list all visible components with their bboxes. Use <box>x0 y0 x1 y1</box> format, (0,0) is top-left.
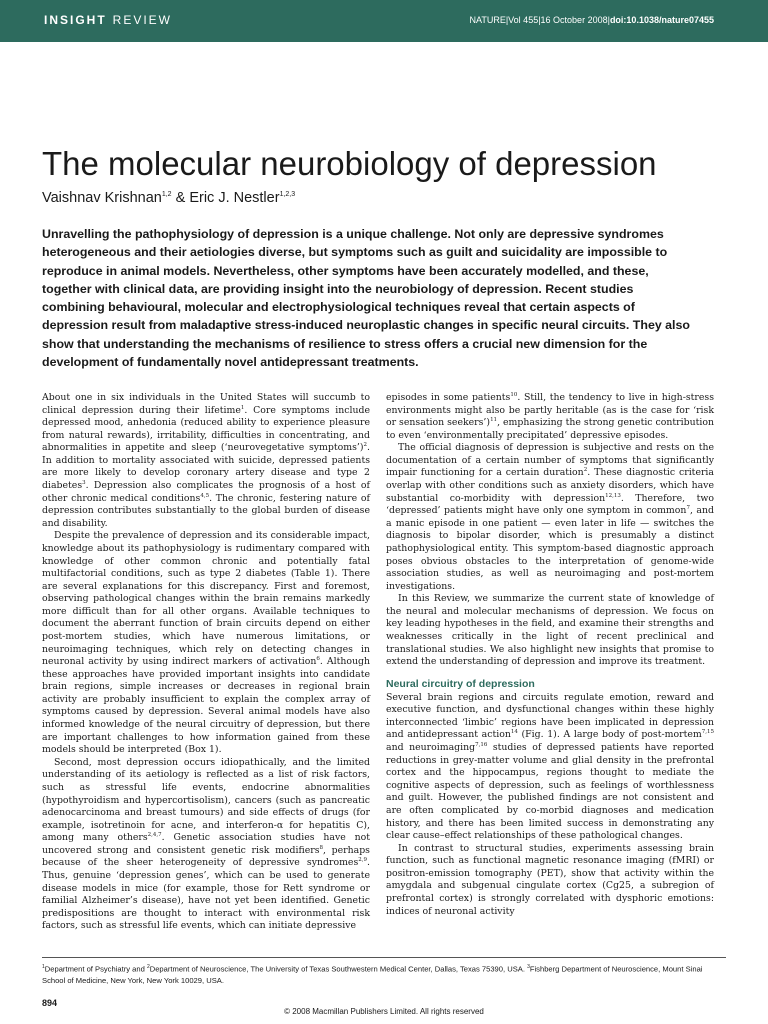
citation-marker[interactable]: 6 <box>316 656 320 663</box>
paragraph <box>386 442 714 593</box>
text-run: Second, most depression occurs idiopathically, and the limited understanding of its aetiology is reflected as a list of risk factors, such as stressful life events, endocrine abnormalities (hypothyroidism and hypercortisolism), cancers (such as pancreatic adenocarcinoma and breast tumours) and side effects of drugs (for example, isotretinoin for acne, and interferon-α for hepatitis C), among many others <box>42 756 370 844</box>
copyright-notice: © 2008 Macmillan Publishers Limited. All rights reserved <box>284 1007 484 1016</box>
section-heading: Neural circuitry of depression <box>386 677 535 690</box>
author-separator: & <box>171 190 190 206</box>
affiliation-marker: 2 <box>146 964 150 970</box>
affiliation-marker: 1,2 <box>161 191 172 199</box>
abstract: Unravelling the pathophysiology of depression is a unique challenge. Not only are depressive syndromes heterogeneous and their aetiologies diverse, but symptoms such as guilt and suicidality are impossible to reproduce in animal models. Nevertheless, other symptoms have been accurately modelled, and these, together with clinical data, are providing insight into the neurobiology of depression. Recent studies combining behavioural, molecular and electrophysiological techniques reveal that certain aspects of depression result from maladaptive stress-induced neuroplastic changes in specific neural circuits. They also show that understanding the mechanisms of resilience to stress offers a crucial new dimension for the development of fundamentally novel antidepressant treatments. <box>42 227 690 370</box>
text-run: . Still, the tendency to live in high-stress environments might also be partly heritable (as is the case for ‘risk or sensation seekers’) <box>386 392 714 429</box>
affiliation-marker: 1,2,3 <box>279 191 296 199</box>
text-run: . Thus, genuine ‘depression genes’, which can be used to generate disease models in mice (for example, those for Rett syndrome or familial Alzheimer’s disease), have not yet been identified. Genetic predispositions are thought to interact with environmental risk factors, such as stressful life events, which can initiate depressive <box>42 857 370 932</box>
text-run: , and a manic episode in one patient — even later in life — switches the diagnosis to bipolar disorder, which is presumably a distinct pathophysiological entity. This symptom-based diagnostic approach poses obvious obstacles to the interpretation of genome-wide association studies, as well as neuroimaging and post-mortem investigations. <box>386 505 714 592</box>
text-run: , perhaps because of the sheer heterogeneity of depressive syndromes <box>42 844 370 869</box>
article-type: REVIEW <box>112 13 173 27</box>
article-title: The molecular neurobiology of depression <box>42 145 657 182</box>
affiliation-marker: 1 <box>42 964 45 970</box>
text-run: The official diagnosis of depression is subjective and rests on the documentation of a certain number of symptoms that significantly impair functioning for a certain duration <box>386 442 714 479</box>
affiliations-footnote <box>42 962 726 986</box>
text-run: . The chronic, festering nature of depression contributes substantially to the global burden of disease and disability. <box>42 492 370 529</box>
text-run: . Genetic association studies have not uncovered strong and consistent genetic risk modifiers <box>42 832 370 856</box>
citation-marker[interactable]: 11 <box>490 417 498 424</box>
text-run: . These diagnostic criteria overlap with other conditions such as anxiety disorders, which have substantial co-morbidity with depression <box>386 467 714 504</box>
text-run: In this Review, we summarize the current state of knowledge of the neural and molecular mechanisms of depression. We focus on key leading hypotheses in the field, and examine their strengths and weaknesses critically in the light of recent preclinical and translational studies. We also highlight new insights that promise to extend the understanding of depression and improve its treatment. <box>386 593 714 668</box>
citation-marker[interactable]: 2 <box>363 442 368 449</box>
author-name: Vaishnav Krishnan <box>42 190 162 206</box>
paragraph <box>386 692 714 843</box>
author-list <box>42 190 295 206</box>
text-run: (Fig. 1). A large body of post-mortem <box>517 729 702 741</box>
affiliation-text: Department of Neuroscience, The University of Texas Southwestern Medical Center, Dallas, Texas 75390, USA. <box>149 964 528 974</box>
journal-header-bar <box>0 0 768 42</box>
citation-marker[interactable]: 7,15 <box>701 729 714 736</box>
citation-marker[interactable]: 4,5 <box>200 492 210 499</box>
text-run: studies of depressed patients have reported reductions in grey-matter volume and glial density in the prefrontal cortex and the hippocampus, regions thought to mediate the cognitive aspects of depression, such as feelings of worthlessness and guilt. However, the published findings are not consistent and are often complicated by co-morbid diagnoses and medication history, and there has been limited success in demonstrating any clear cause–effect relationships of these pathological changes. <box>386 742 714 842</box>
citation-marker[interactable]: 1 <box>240 404 245 411</box>
affiliation-text: Department of Psychiatry and <box>44 964 147 974</box>
citation-marker[interactable]: 12,13 <box>605 492 621 499</box>
citation-marker[interactable]: 2 <box>583 467 588 474</box>
section-name: INSIGHT <box>44 13 107 27</box>
body-column-right <box>386 392 714 918</box>
text-run: In contrast to structural studies, experiments assessing brain function, such as functional magnetic resonance imaging (fMRI) or positron-emission tomography (PET), show that activity within the amygdala and subgenual cingulate cortex (Cg25, a subregion of prefrontal cortex) is strongly correlated with dysphoric emotions: indices of neuronal activity <box>386 842 714 917</box>
citation-marker[interactable]: 8 <box>319 844 324 851</box>
text-run: . Therefore, two ‘depressed’ patients might have only one symptom in common <box>386 492 714 517</box>
text-run: episodes in some patients <box>386 392 511 403</box>
paragraph <box>42 757 370 933</box>
text-run: . Depression also complicates the prognosis of a host of other chronic medical conditions <box>42 480 370 504</box>
author-name: Eric J. Nestler <box>189 190 280 206</box>
citation-marker[interactable]: 14 <box>510 729 518 736</box>
text-run: Several brain regions and circuits regulate emotion, reward and executive function, and dysfunctional changes within these highly interconnected ‘limbic’ regions have been implicated in depression and antidepressant action <box>386 691 714 741</box>
text-run: . Although these approaches have provided important insights into candidate brain regions, simple increases or decreases in regional brain activity are probably insufficient to explain the complex array of symptoms caused by depression. Several animal models have also informed knowledge of the neural circuitry of depression, but there are important challenges to how information gained from these models should be interpreted (Box 1). <box>42 656 371 756</box>
text-run: . In addition to mortality associated with suicide, depressed patients are more likely to develop coronary artery disease and type 2 diabetes <box>42 442 370 492</box>
text-run: and neuroimaging <box>386 742 476 754</box>
page-number: 894 <box>42 998 58 1008</box>
text-run: About one in six individuals in the United States will succumb to clinical depression during their lifetime <box>42 392 370 416</box>
paragraph <box>386 593 714 668</box>
citation-marker[interactable]: 2,9 <box>358 857 368 864</box>
text-run: Despite the prevalence of depression and its considerable impact, knowledge about its pathophysiology is rudimentary compared with knowledge of other common chronic and potentially fatal multifactorial conditions, such as type 2 diabetes (Table 1). There are several explanations for this discrepancy. First and foremost, observing pathological changes within the brain remains markedly more difficult than for all other organs. Available techniques to document the aberrant function of brain circuits depend on either post-mortem studies, which have numerous limitations, or neuroimaging techniques, which rely on detecting changes in neuronal activity by using indirect markers of activation <box>42 530 370 668</box>
paragraph <box>386 843 714 918</box>
citation-marker[interactable]: 10 <box>510 391 518 398</box>
citation-marker[interactable]: 7 <box>686 505 690 512</box>
text-run: , emphasizing the strong genetic contribution to even ‘environmentally precipitated’ depressive episodes. <box>386 417 714 441</box>
citation-marker[interactable]: 7,16 <box>475 741 488 748</box>
body-column-left <box>42 392 370 933</box>
text-run: . Core symptoms include depressed mood, anhedonia (reduced ability to experience pleasure from natural rewards), irritability, difficulties in concentrating, and abnormalities in appetite and sleep (‘neurovegetative symptoms’) <box>42 404 371 454</box>
citation-line <box>470 15 715 25</box>
paragraph <box>42 530 370 756</box>
footnote-divider <box>42 957 726 958</box>
section-label <box>44 13 172 27</box>
doi-link[interactable]: doi:10.1038/nature07455 <box>609 15 714 25</box>
citation-marker[interactable]: 2,4,7 <box>147 832 162 839</box>
paragraph <box>42 392 370 530</box>
citation-marker[interactable]: 3 <box>82 479 86 486</box>
paragraph <box>386 392 714 442</box>
journal-volume-date: NATURE|Vol 455|16 October 2008| <box>469 15 610 25</box>
affiliation-marker: 3 <box>527 964 530 970</box>
affiliation-text: Fishberg Department of Neuroscience, Mount Sinai School of Medicine, New York, New York 10029, USA. <box>42 964 703 985</box>
